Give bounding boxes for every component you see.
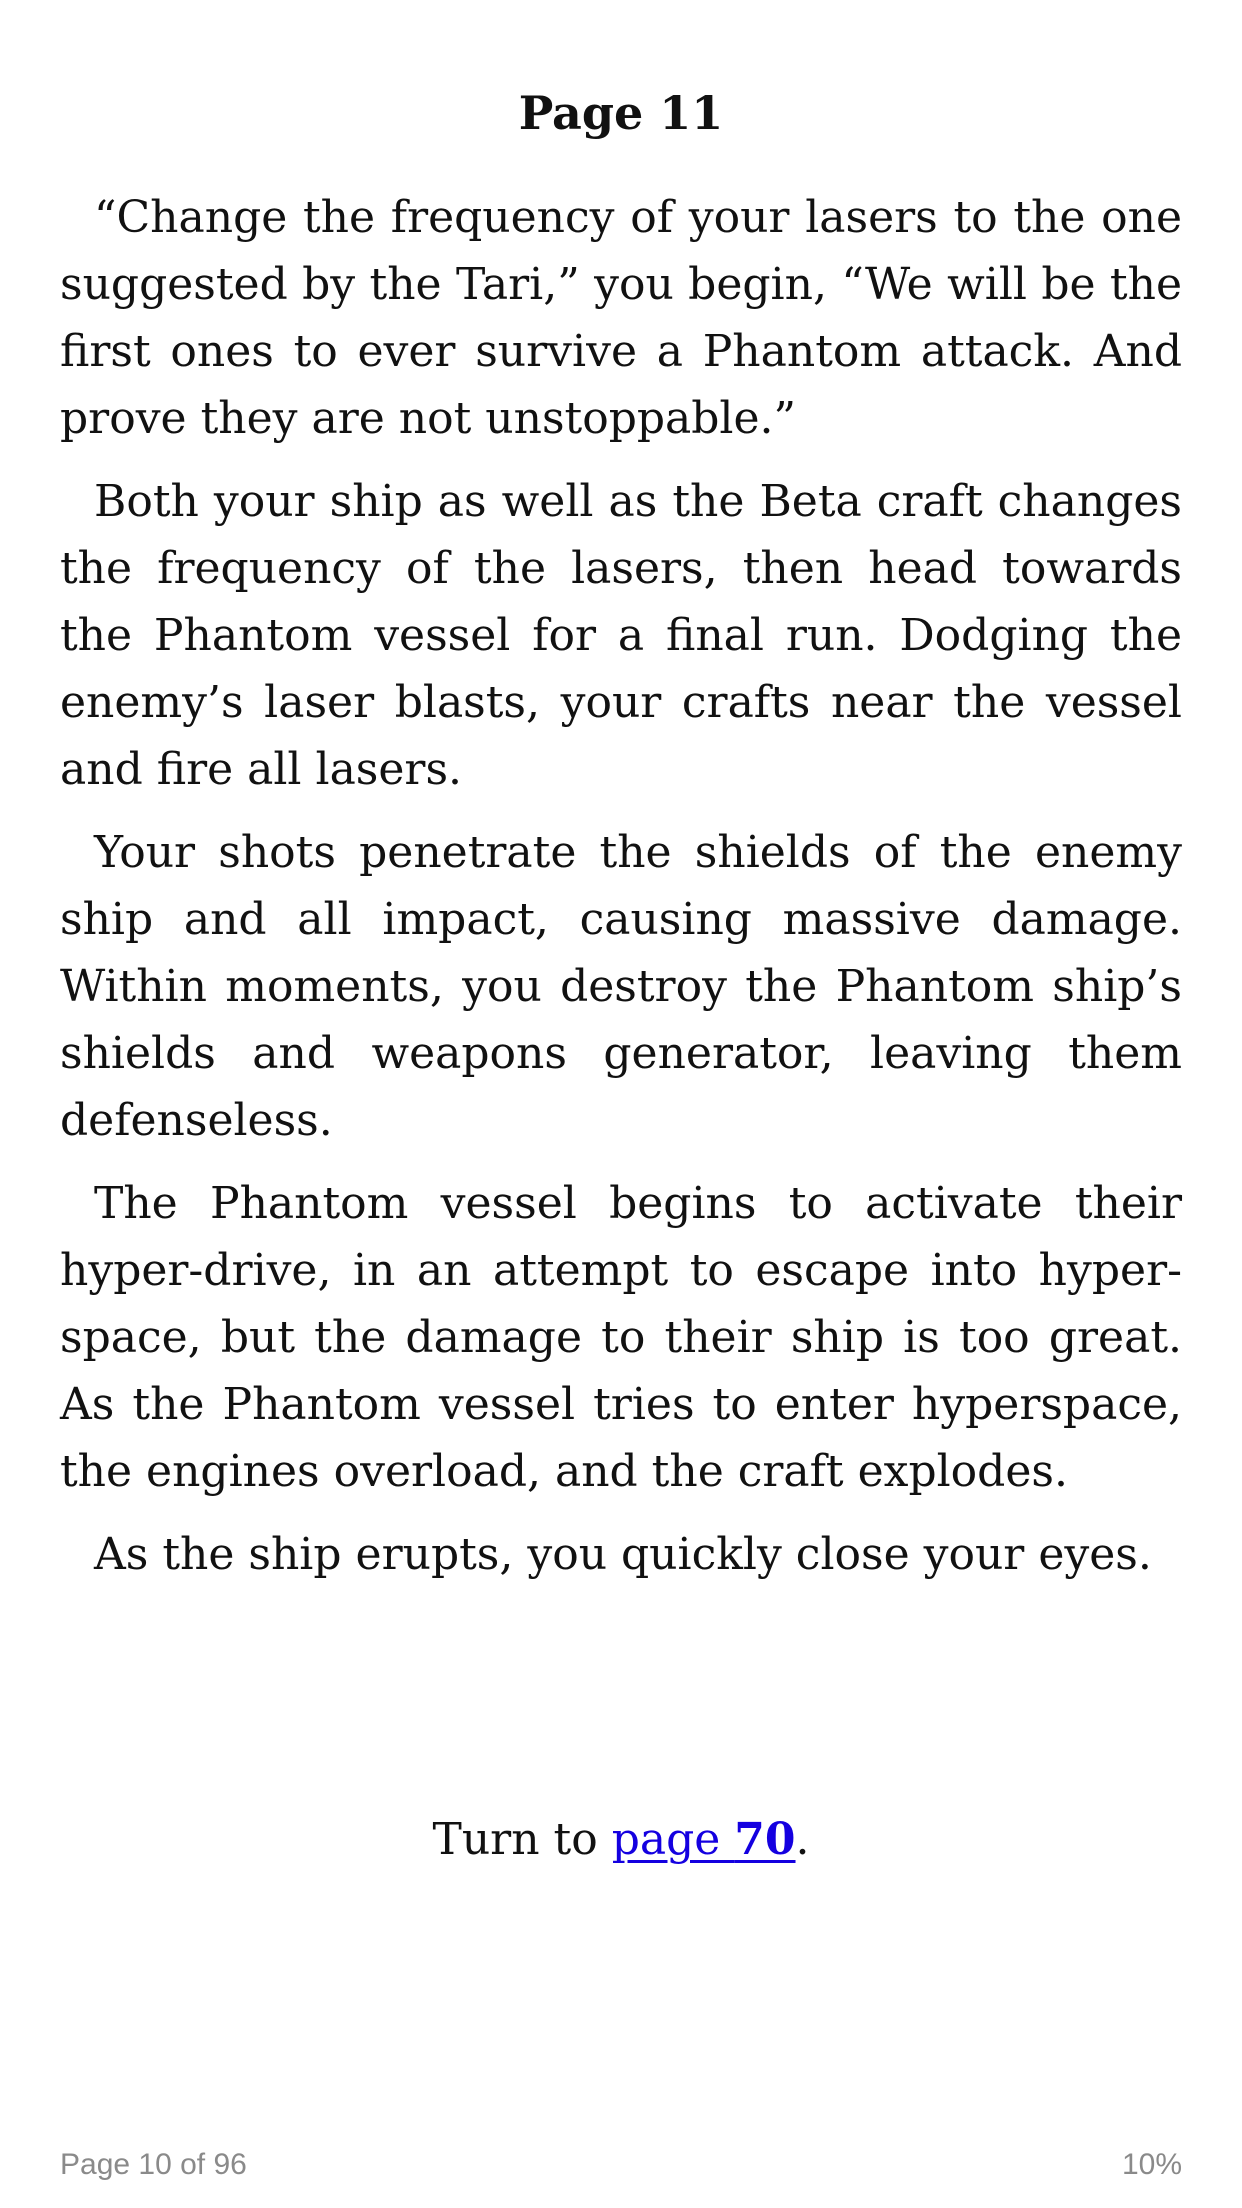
- turn-to-instruction: [60, 1806, 1182, 1873]
- story-paragraph: Your shots penetrate the shields of the enemy ship and all impact, causing massive damage. Within moments, you destroy the Phantom ship’s shields and weapons generator, leaving them defenseless.: [60, 827, 1182, 1146]
- page-70-link[interactable]: [612, 1814, 796, 1865]
- reading-progress: 10%: [1121, 2148, 1182, 2181]
- turn-to-prefix: Turn to: [432, 1814, 612, 1865]
- reader-footer: [60, 2148, 1182, 2188]
- story-paragraph: The Phantom vessel begins to activate their hyper-drive, in an attempt to escape into hyperspace, but the damage to their ship is too great. As the Phantom vessel tries to enter hyperspace, the engines overload, and the craft explodes.: [60, 1178, 1182, 1497]
- story-paragraph: Both your ship as well as the Beta craft changes the frequency of the lasers, then head towards the Phantom vessel for a final run. Dodging the enemy’s laser blasts, your crafts near the vessel and fire all lasers.: [60, 476, 1182, 795]
- story-text: [60, 184, 1182, 1604]
- page-link-word: page: [611, 1814, 735, 1865]
- page-indicator: Page 10 of 96: [60, 2148, 247, 2181]
- story-paragraph: “Change the frequency of your lasers to the one suggested by the Tari,” you begin, “We will be the first ones to ever survive a Phantom attack. And prove they are not unstoppable.”: [60, 192, 1182, 444]
- story-paragraph: As the ship erupts, you quickly close your eyes.: [94, 1529, 1152, 1580]
- page-link-number: 70: [734, 1814, 796, 1865]
- turn-to-suffix: .: [795, 1814, 810, 1865]
- page-title: Page 11: [518, 86, 724, 140]
- reader-page: [60, 0, 1182, 2208]
